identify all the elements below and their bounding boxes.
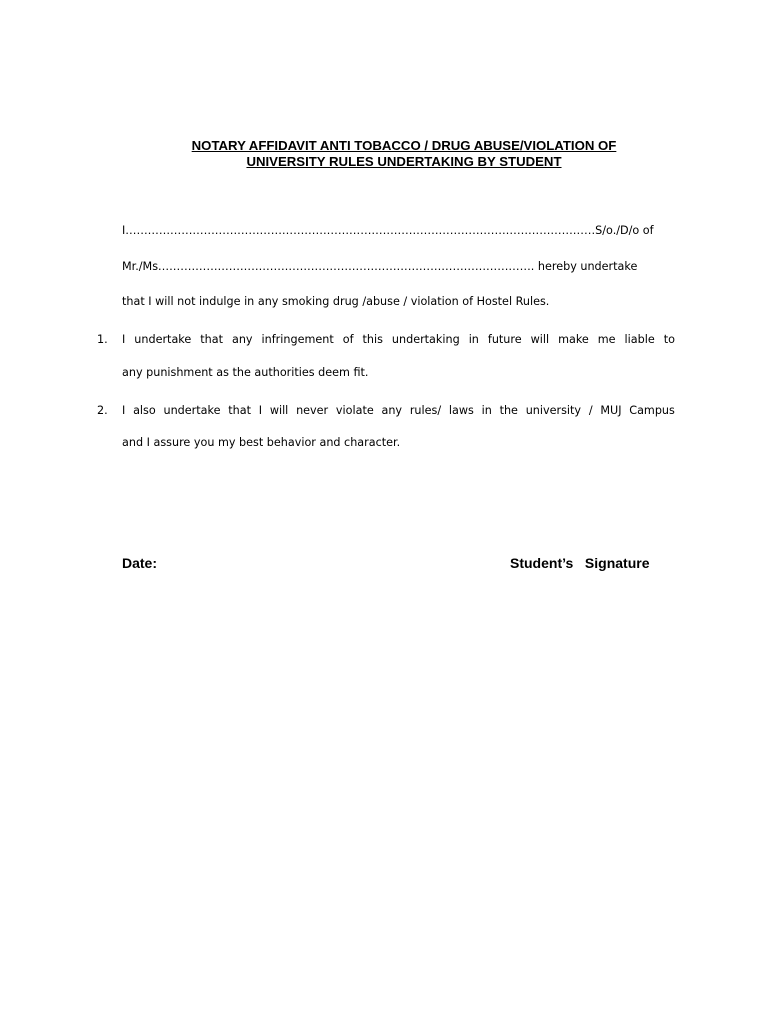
item-1-line-2: any punishment as the authorities deem fit. [122, 366, 369, 379]
declaration-statement: that I will not indulge in any smoking drug /abuse / violation of Hostel Rules. [122, 295, 550, 308]
item-number: 1. [97, 333, 108, 346]
justified-word: will [530, 333, 550, 346]
justified-word: of [342, 333, 354, 346]
student-signature-label: Student’s Signature [510, 555, 650, 571]
document-title-line-1: NOTARY AFFIDAVIT ANTI TOBACCO / DRUG ABUSE/VIOLATION OF [191, 138, 617, 153]
declaration-parent-line: Mr./Ms.………………………………………………………………………………………. hereby undertake [122, 260, 638, 273]
justified-word: in [481, 404, 492, 417]
justified-word: never [296, 404, 329, 417]
justified-word: MUJ [600, 404, 622, 417]
justified-word: undertake [163, 404, 221, 417]
justified-word: violate [335, 404, 374, 417]
justified-word: liable [624, 333, 655, 346]
justified-word: I [122, 404, 126, 417]
justified-word: this [362, 333, 383, 346]
justified-word: any [381, 404, 403, 417]
justified-word: also [133, 404, 156, 417]
date-label: Date: [122, 555, 158, 571]
justified-word: make [558, 333, 589, 346]
justified-word: infringement [261, 333, 334, 346]
justified-word: undertake [134, 333, 192, 346]
justified-word: that [228, 404, 251, 417]
justified-word: to [663, 333, 675, 346]
justified-word: university [525, 404, 582, 417]
justified-word: undertaking [391, 333, 460, 346]
item-2-line-2: and I assure you my best behavior and character. [122, 436, 401, 449]
justified-word: rules/ [409, 404, 442, 417]
declaration-name-line: I………………………………………………………………………………………………………………S/o./D/o of [122, 224, 654, 237]
item-number: 2. [97, 404, 108, 417]
justified-word: that [200, 333, 223, 346]
justified-word: me [597, 333, 616, 346]
justified-word: laws [448, 404, 474, 417]
justified-word: I [122, 333, 126, 346]
justified-word: I [258, 404, 263, 417]
item-1-line-1 [122, 332, 675, 348]
justified-word: / [588, 404, 593, 417]
justified-word: any [231, 333, 253, 346]
document-title-line-2: UNIVERSITY RULES UNDERTAKING BY STUDENT [246, 154, 562, 169]
justified-word: will [269, 404, 289, 417]
justified-word: future [487, 333, 522, 346]
justified-word: Campus [629, 404, 675, 417]
item-2-line-1 [122, 403, 675, 419]
justified-word: in [468, 333, 479, 346]
justified-word: the [499, 404, 518, 417]
